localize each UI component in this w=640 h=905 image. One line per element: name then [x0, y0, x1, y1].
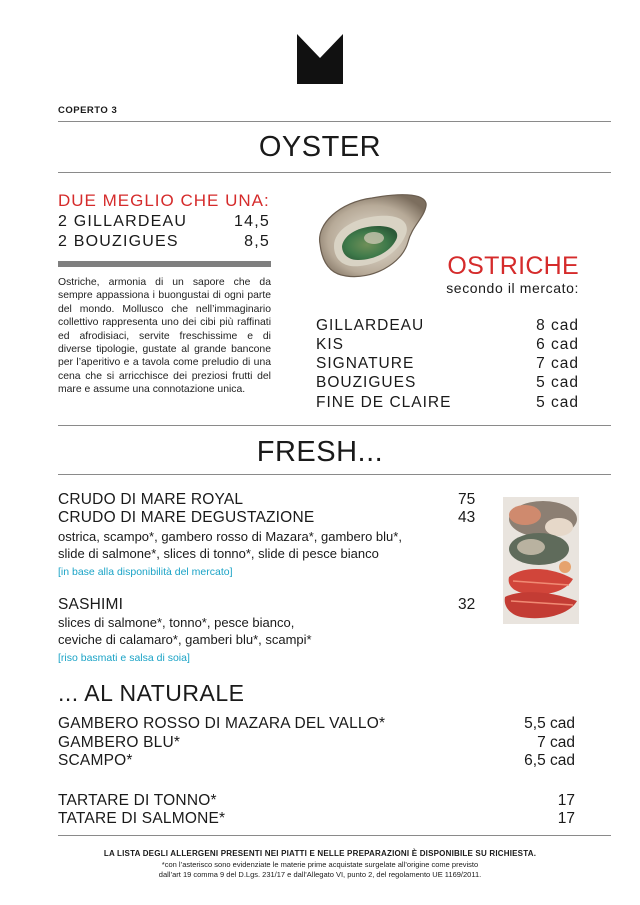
menu-item-crudo-royal: CRUDO DI MARE ROYAL	[58, 491, 244, 508]
divider	[58, 474, 611, 475]
ostriche-subtitle: secondo il mercato:	[446, 280, 579, 296]
menu-item: SCAMPO*	[58, 752, 133, 769]
item-price: 8 cad	[536, 317, 579, 334]
item-price: 14,5	[234, 213, 270, 230]
menu-ingredients: slices di salmone*, tonno*, pesce bianco,	[58, 615, 295, 630]
item-name: SIGNATURE	[316, 355, 415, 372]
menu-item: TATARE DI SALMONE*	[58, 810, 226, 827]
oyster-photo	[312, 184, 432, 284]
menu-price: 32	[458, 596, 476, 613]
divider	[58, 121, 611, 122]
ostrica-item	[316, 374, 579, 392]
due-meglio-title: DUE MEGLIO CHE UNA:	[58, 191, 270, 210]
menu-item: GAMBERO BLU*	[58, 734, 181, 751]
menu-note: [riso basmati e salsa di soia]	[58, 652, 190, 664]
menu-price: 6,5 cad	[524, 752, 575, 769]
menu-ingredients: ostrica, scampo*, gambero rosso di Mazara*, gambero blu*,	[58, 529, 402, 544]
menu-price: 7 cad	[537, 734, 575, 751]
item-name: GILLARDEAU	[316, 317, 425, 334]
menu-item-crudo-degustazione: CRUDO DI MARE DEGUSTAZIONE	[58, 509, 315, 526]
item-price: 5 cad	[536, 394, 579, 411]
item-name: BOUZIGUES	[316, 374, 417, 391]
item-price: 5 cad	[536, 374, 579, 391]
due-meglio-item	[58, 233, 270, 251]
grey-bar	[58, 261, 271, 267]
menu-ingredients: ceviche di calamaro*, gamberi blu*, scampi*	[58, 632, 312, 647]
ostriche-title: OSTRICHE	[447, 252, 579, 280]
menu-price: 43	[458, 509, 476, 526]
ostrica-item	[316, 317, 579, 335]
frozen-notice-line: dall’art 19 comma 9 del D.Lgs. 231/17 e dall’Allegato VI, punto 2, del regolamento UE 1169/2011.	[158, 869, 482, 879]
brand-logo	[297, 34, 343, 84]
item-name: 2 GILLARDEAU	[58, 213, 188, 230]
section-title-naturale: ... AL NATURALE	[58, 680, 245, 706]
menu-item: TARTARE DI TONNO*	[58, 792, 217, 809]
oyster-description: Ostriche, armonia di un sapore che da sempre appassiona i buongustai di ogni parte del mondo. Mollusco che nell’immaginario collettivo rappresenta uno dei cibi più raffinati ed afrodisiaci, servite freschissime e di diverse tipologie, gustate al grande bancone per l’aperitivo e a tavola come preludio di una cena che si arricchisce dei preziosi frutti del mare e assume una connotazione unica.	[58, 277, 271, 396]
item-price: 7 cad	[536, 355, 579, 372]
seafood-photo	[503, 497, 579, 624]
menu-price: 5,5 cad	[524, 715, 575, 732]
frozen-notice	[0, 860, 640, 879]
coperto-label: COPERTO 3	[58, 105, 118, 116]
divider	[58, 835, 611, 836]
menu-price: 75	[458, 491, 476, 508]
section-title-fresh: FRESH...	[256, 436, 384, 468]
section-title-oyster: OYSTER	[258, 131, 382, 163]
divider	[58, 425, 611, 426]
menu-price: 17	[557, 792, 575, 809]
ostrica-item	[316, 336, 579, 354]
item-name: FINE DE CLAIRE	[316, 394, 452, 411]
item-name: KIS	[316, 336, 344, 353]
item-price: 6 cad	[536, 336, 579, 353]
ostrica-item	[316, 394, 579, 412]
item-name: 2 BOUZIGUES	[58, 233, 179, 250]
menu-item-sashimi: SASHIMI	[58, 596, 124, 613]
frozen-notice-line: *con l’asterisco sono evidenziate le materie prime acquistate surgelate all’origine come previsto	[161, 860, 479, 869]
menu-price: 17	[557, 810, 575, 827]
menu-ingredients: slide di salmone*, slices di tonno*, slide di pesce bianco	[58, 546, 379, 561]
menu-item: GAMBERO ROSSO DI MAZARA DEL VALLO*	[58, 715, 386, 732]
due-meglio-item	[58, 213, 270, 231]
allergen-notice: LA LISTA DEGLI ALLERGENI PRESENTI NEI PIATTI E NELLE PREPARAZIONI È DISPONIBILE SU RICHIESTA.	[103, 849, 537, 858]
menu-note: [in base alla disponibilità del mercato]	[58, 566, 233, 578]
ostrica-item	[316, 355, 579, 373]
divider	[58, 172, 611, 173]
item-price: 8,5	[244, 233, 270, 250]
